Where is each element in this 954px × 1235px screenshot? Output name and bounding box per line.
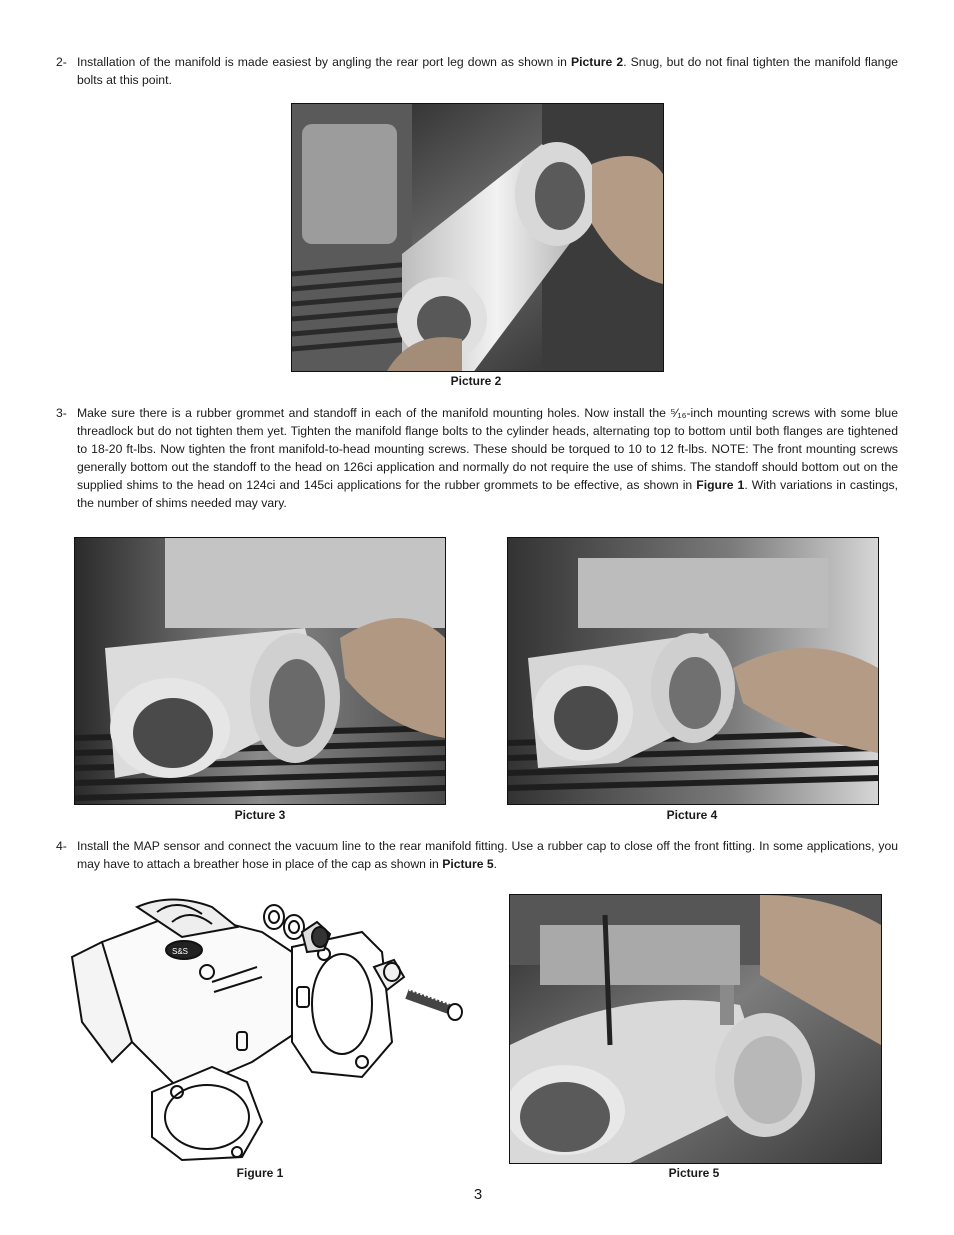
picture-5-photo xyxy=(509,894,882,1164)
picture-2-photo xyxy=(291,103,664,372)
step-3 xyxy=(56,404,898,512)
picture-4-caption: Picture 4 xyxy=(666,808,718,822)
picture-3-caption: Picture 3 xyxy=(234,808,286,822)
picture-5-caption: Picture 5 xyxy=(668,1166,720,1180)
picture-2-caption: Picture 2 xyxy=(450,374,502,388)
step-number: 4- xyxy=(56,839,67,853)
figure-1-caption: Figure 1 xyxy=(236,1166,284,1180)
step-text: Make sure there is a rubber grommet and standoff in each of the manifold mounting holes. Now install the ⁵⁄₁₆-inch mounting screws with some blue threadlock but do not tighten them yet. Tighten the manifold flange bolts to the cylinder heads, alternating top to bottom until both flanges are tightened to 18-20 ft-lbs. Now tighten the front manifold-to-head mounting screws. These should be torqued to 10 to 12 ft-lbs. NOTE: The front mounting screws generally bottom out the standoff to the head on 126ci application and normally do not require the use of shims. The standoff should bottom out on the supplied shims to the head on 124ci and 145ci applications for the rubber grommets to be effective, as shown in Figure 1. With variations in castings, the number of shims needed may vary. xyxy=(77,406,898,510)
step-text: Installation of the manifold is made easiest by angling the rear port leg down as shown in Picture 2. Snug, but do not final tighten the manifold flange bolts at this point. xyxy=(77,55,899,87)
step-4 xyxy=(56,837,898,873)
figure-1-drawing xyxy=(62,892,472,1162)
step-2 xyxy=(56,53,898,89)
picture-3-photo xyxy=(74,537,446,805)
step-number: 3- xyxy=(56,406,67,420)
picture-4-photo xyxy=(507,537,879,805)
figure-1-logo: S&S xyxy=(172,947,189,956)
page-number: 3 xyxy=(473,1186,483,1203)
step-text: Install the MAP sensor and connect the vacuum line to the rear manifold fitting. Use a rubber cap to close off the front fitting. In some applications, you may have to attach a breather hose in place of the cap as shown in Picture 5. xyxy=(77,839,898,871)
step-number: 2- xyxy=(56,55,67,69)
